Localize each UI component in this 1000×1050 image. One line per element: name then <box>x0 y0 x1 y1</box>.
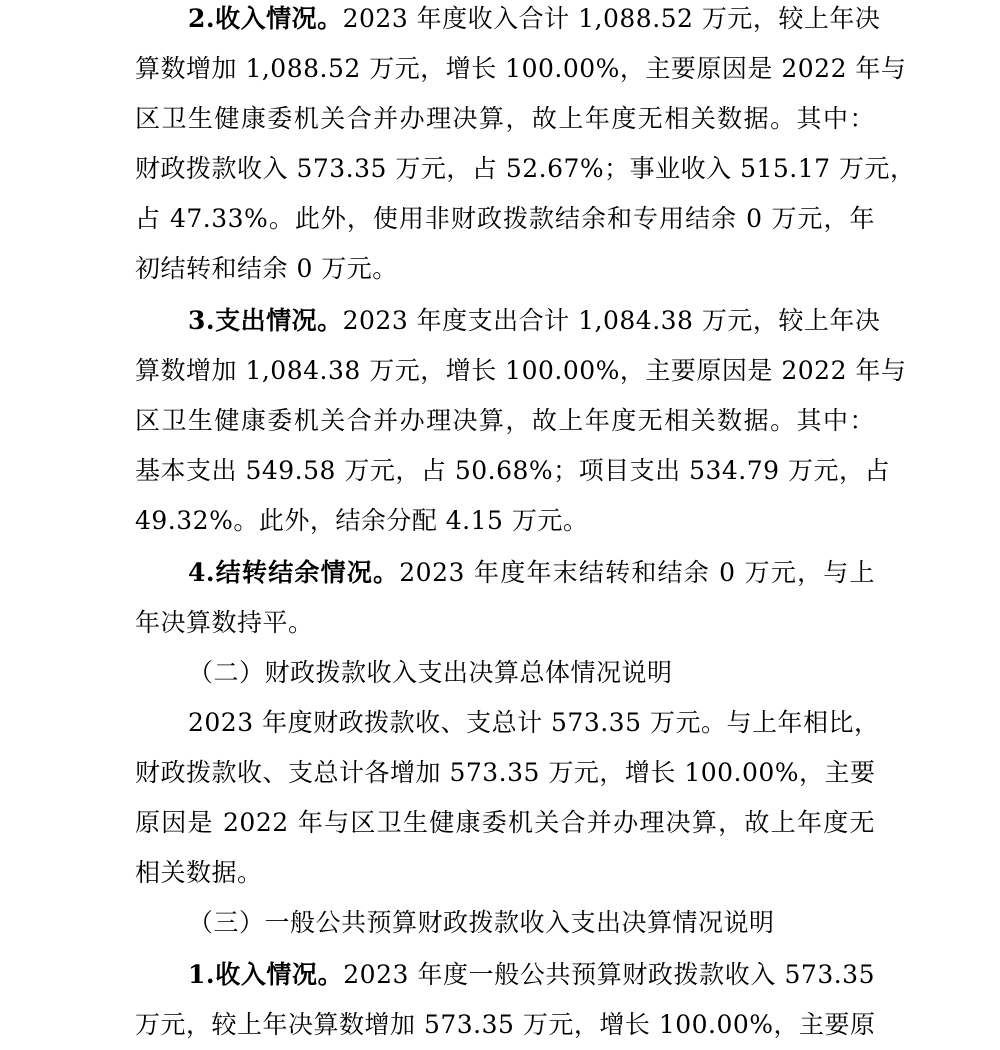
paragraph-expense-line-3: 区卫生健康委机关合并办理决算，故上年度无相关数据。其中： <box>135 406 875 435</box>
paragraph-expense-line-5: 49.32%。此外，结余分配 4.15 万元。 <box>135 506 589 535</box>
carryover-text: 2023 年度年末结转和结余 0 万元，与上 <box>399 558 875 587</box>
section2-line-3: 原因是 2022 年与区卫生健康委机关合并办理决算，故上年度无 <box>135 808 875 837</box>
section2-line-1: 2023 年度财政拨款收、支总计 573.35 万元。与上年相比， <box>188 708 880 737</box>
section3-lead: 1.收入情况。 <box>188 960 344 989</box>
paragraph-expense-line-1 <box>188 296 881 346</box>
income-text: 2023 年度收入合计 1,088.52 万元，较上年决 <box>342 4 881 33</box>
expense-lead: 3.支出情况。 <box>188 306 343 335</box>
section-heading-3: （三）一般公共预算财政拨款收入支出决算情况说明 <box>188 908 775 937</box>
paragraph-carryover-line-1 <box>188 548 875 598</box>
paragraph-income-line-4: 财政拨款收入 573.35 万元，占 52.67%；事业收入 515.17 万元， <box>135 154 916 183</box>
paragraph-income-line-2: 算数增加 1,088.52 万元，增长 100.00%，主要原因是 2022 年与 <box>135 54 907 83</box>
section3-line-1 <box>188 950 875 1000</box>
paragraph-income-line-5: 占 47.33%。此外，使用非财政拨款结余和专用结余 0 万元，年 <box>135 204 875 233</box>
paragraph-expense-line-4: 基本支出 549.58 万元，占 50.68%；项目支出 534.79 万元，占 <box>135 456 891 485</box>
expense-text: 2023 年度支出合计 1,084.38 万元，较上年决 <box>342 306 881 335</box>
income-lead: 2.收入情况。 <box>188 4 343 33</box>
section3-line-2: 万元，较上年决算数增加 573.35 万元，增长 100.00%，主要原 <box>135 1010 876 1039</box>
paragraph-income-line-3: 区卫生健康委机关合并办理决算，故上年度无相关数据。其中： <box>135 104 875 133</box>
section2-line-2: 财政拨款收、支总计各增加 573.35 万元，增长 100.00%，主要 <box>135 758 876 787</box>
paragraph-expense-line-2: 算数增加 1,084.38 万元，增长 100.00%，主要原因是 2022 年与 <box>135 356 907 385</box>
section2-line-4: 相关数据。 <box>135 858 263 887</box>
section3-text: 2023 年度一般公共预算财政拨款收入 573.35 <box>343 960 875 989</box>
carryover-lead: 4.结转结余情况。 <box>188 558 400 587</box>
paragraph-income-line-6: 初结转和结余 0 万元。 <box>135 254 398 283</box>
paragraph-income-line-1 <box>188 0 881 44</box>
section-heading-2: （二）财政拨款收入支出决算总体情况说明 <box>188 658 673 687</box>
paragraph-carryover-line-2: 年决算数持平。 <box>135 608 314 637</box>
